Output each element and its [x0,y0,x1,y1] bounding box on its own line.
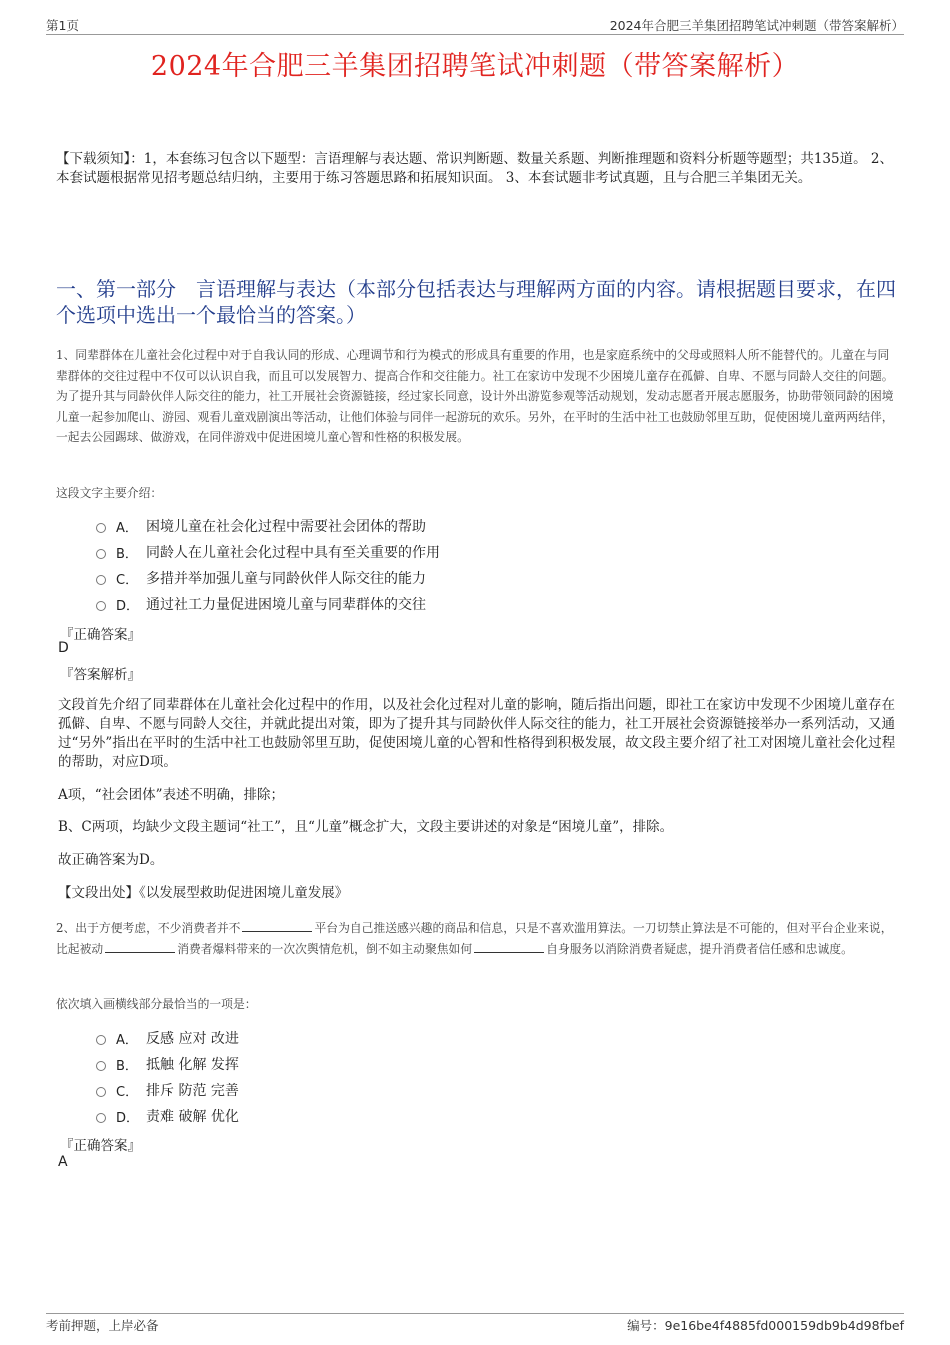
answer-value: A [58,1154,68,1170]
question-1-prompt: 这段文字主要介绍： [56,486,163,500]
question-1-options [96,513,440,617]
page-header [46,14,904,35]
analysis-label: 『答案解析』 [60,667,141,683]
answer-label: 『正确答案』 [60,627,141,643]
option-text: 责难 破解 优化 [146,1109,239,1125]
option-a[interactable]: A． 困境儿童在社会化过程中需要社会团体的帮助 [96,513,440,539]
analysis-paragraph: 故正确答案为D。 [58,852,164,868]
source-citation: 【文段出处】《以发展型救助促进困境儿童发展》 [58,885,349,901]
option-text: 通过社工力量促进困境儿童与同辈群体的交往 [146,597,426,613]
radio-icon[interactable] [96,1035,106,1045]
analysis-paragraph: A项，“社会团体”表述不明确，排除； [58,787,285,803]
option-text: 反感 应对 改进 [146,1031,239,1047]
section-title: 一、第一部分 言语理解与表达（本部分包括表达与理解两方面的内容。请根据题目要求，在四个选项中选出一个最恰当的答案。） [56,277,896,327]
radio-icon[interactable] [96,575,106,585]
option-d[interactable]: D． 通过社工力量促进困境儿童与同辈群体的交往 [96,591,440,617]
analysis-paragraph: 文段首先介绍了同辈群体在儿童社会化过程中的作用，以及社会化过程对儿童的影响，随后指出问题，即社工在家访中发现不少困境儿童存在孤僻、自卑、不愿与同龄人交往，并就此提出对策，即为了提升其与同龄伙伴人际交往的能力，社工开展社会资源链接举办一系列活动，又通过“另外”指出在平时的生活中社工也鼓励邻里互助，促使困境儿童的心智和性格得到积极发展，故文段主要介绍了社工对困境儿童社会化过程的帮助，对应D项。 [58,697,896,770]
option-text: 多措并举加强儿童与同龄伙伴人际交往的能力 [146,571,426,587]
answer-value: D [58,640,69,656]
page-footer [46,1313,904,1332]
radio-icon[interactable] [96,601,106,611]
footer-serial: 编号：9e16be4f4885fd000159db9b4d98fbef [627,1318,904,1333]
option-c[interactable]: C． 排斥 防范 完善 [96,1077,239,1103]
fill-blank [105,940,175,953]
footer-slogan: 考前押题，上岸必备 [46,1318,159,1333]
fill-blank [474,940,544,953]
page-number: 第1页 [46,18,79,33]
fill-blank [242,919,312,932]
option-text: 抵触 化解 发挥 [146,1057,239,1073]
question-2-prompt: 依次填入画横线部分最恰当的一项是： [56,997,257,1011]
radio-icon[interactable] [96,1087,106,1097]
option-text: 同龄人在儿童社会化过程中具有至关重要的作用 [146,545,440,561]
question-1-text: 1、同辈群体在儿童社会化过程中对于自我认同的形成、心理调节和行为模式的形成具有重要的作用，也是家庭系统中的父母或照料人所不能替代的。儿童在与同辈群体的交往过程中不仅可以认识自我，而且可以发展智力、提高合作和交往能力。社工在家访中发现不少困境儿童存在孤僻、自卑、不愿与同龄人交往的问题。为了提升其与同龄伙伴人际交往的能力，社工开展社会资源链接，经过家长同意，设计外出游览参观等活动规划，发动志愿者开展志愿服务，协助带领同龄的困境儿童一起参加爬山、游园、观看儿童戏剧演出等活动，让他们体验与同伴一起游玩的欢乐。另外，在平时的生活中社工也鼓励邻里互助，促使困境儿童两两结伴，一起去公园踢球、做游戏，在同伴游戏中促进困境儿童心智和性格的积极发展。 [56,348,894,444]
option-b[interactable]: B． 同龄人在儿童社会化过程中具有至关重要的作用 [96,539,440,565]
option-b[interactable]: B． 抵触 化解 发挥 [96,1051,239,1077]
option-c[interactable]: C． 多措并举加强儿童与同龄伙伴人际交往的能力 [96,565,440,591]
option-text: 排斥 防范 完善 [146,1083,239,1099]
analysis-paragraph: B、C两项，均缺少文段主题词“社工”，且“儿童”概念扩大，文段主要讲述的对象是“困境儿童”，排除。 [58,819,674,835]
option-d[interactable]: D． 责难 破解 优化 [96,1103,239,1129]
header-doc-title: 2024年合肥三羊集团招聘笔试冲刺题（带答案解析） [609,18,904,33]
question-2-options [96,1025,239,1129]
question-2-text: 2、出于方便考虑，不少消费者并不 平台为自己推送感兴趣的商品和信息，只是不喜欢滥用算法。一刀切禁止算法是不可能的，但对平台企业来说，比起被动 消费者爆料带来的一次次舆情危机，倒不如主动聚焦如何 自身服务以消除消费者疑虑，提升消费者信任感和忠诚度。 [56,921,893,956]
radio-icon[interactable] [96,549,106,559]
radio-icon[interactable] [96,523,106,533]
document-title: 2024年合肥三羊集团招聘笔试冲刺题（带答案解析） [150,51,800,82]
option-a[interactable]: A． 反感 应对 改进 [96,1025,239,1051]
option-text: 困境儿童在社会化过程中需要社会团体的帮助 [146,519,426,535]
radio-icon[interactable] [96,1061,106,1071]
answer-label: 『正确答案』 [60,1138,141,1154]
download-notice: 【下载须知】：1，本套练习包含以下题型：言语理解与表达题、常识判断题、数量关系题、判断推理题和资料分析题等题型；共135道。 2、本套试题根据常见招考题总结归纳，主要用于练习答题思路和拓展知识面。 3、本套试题非考试真题，且与合肥三羊集团无关。 [56,151,893,186]
radio-icon[interactable] [96,1113,106,1123]
